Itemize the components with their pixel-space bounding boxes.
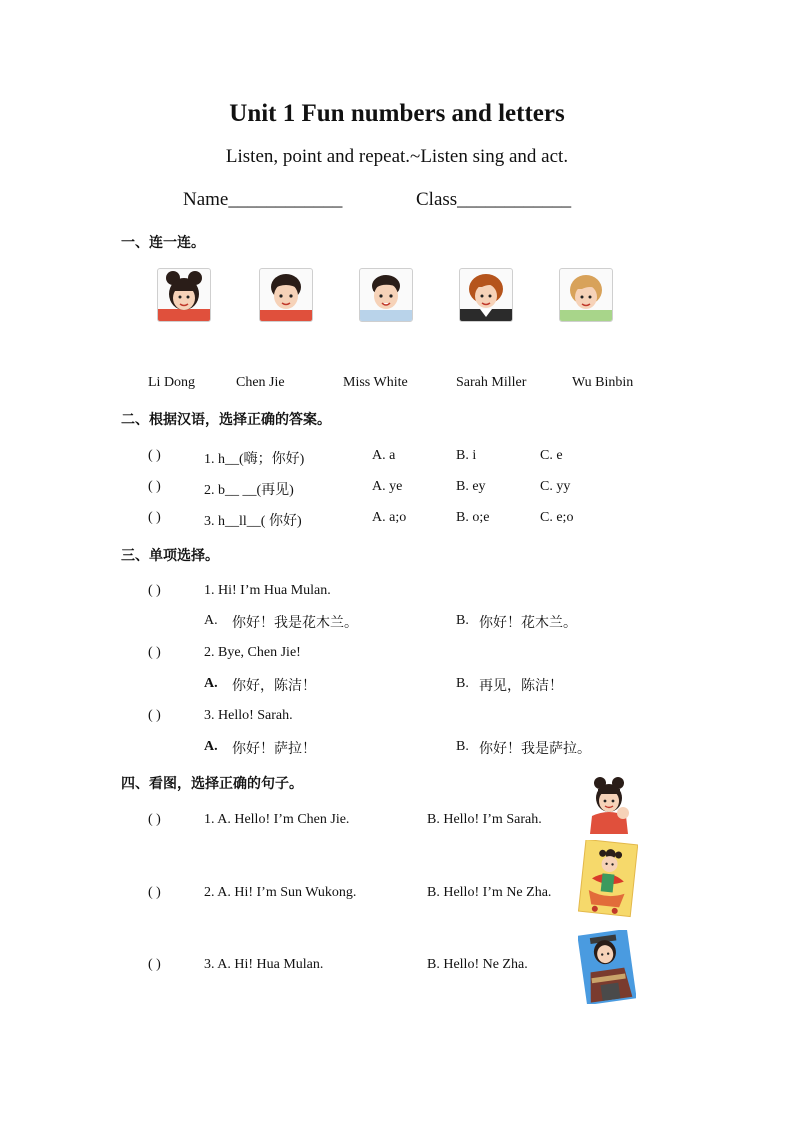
answer-blank[interactable]: ( ) (148, 708, 161, 723)
name-field-label[interactable]: Name____________ (183, 189, 343, 210)
option-c[interactable]: C. yy (540, 479, 571, 494)
section3-header: 三、单项选择。 (121, 548, 219, 564)
option-a-text[interactable]: 你好，陈洁！ (232, 678, 316, 694)
name-li-dong: Li Dong (148, 375, 196, 390)
option-b-letter[interactable]: B. (456, 739, 469, 754)
question-stem: 3. Hello! Sarah. (204, 708, 293, 723)
class-field-label[interactable]: Class____________ (416, 189, 572, 210)
option-a[interactable]: A. a;o (372, 510, 407, 525)
hua-mulan-picture (578, 930, 636, 1004)
answer-blank[interactable]: ( ) (148, 583, 161, 598)
name-wu-binbin: Wu Binbin (572, 375, 634, 390)
option-a[interactable]: A. ye (372, 479, 403, 494)
answer-blank[interactable]: ( ) (148, 957, 161, 972)
section4-header: 四、看图，选择正确的句子。 (121, 776, 303, 792)
option-b[interactable]: B. Hello! I’m Sarah. (427, 812, 542, 827)
boy-miss-white-avatar (359, 268, 413, 322)
woman-sarah-miller-avatar (459, 268, 513, 322)
option-a-text[interactable]: 你好！萨拉！ (232, 741, 316, 757)
question-stem: 2. Bye, Chen Jie! (204, 645, 301, 660)
answer-blank[interactable]: ( ) (148, 812, 161, 827)
name-miss-white: Miss White (343, 375, 408, 390)
option-a[interactable]: 1. A. Hello! I’m Chen Jie. (204, 812, 350, 827)
answer-blank[interactable]: ( ) (148, 448, 161, 463)
option-b[interactable]: B. Hello! Ne Zha. (427, 957, 528, 972)
ne-zha-picture (578, 840, 638, 918)
option-b-letter[interactable]: B. (456, 676, 469, 691)
answer-blank[interactable]: ( ) (148, 645, 161, 660)
option-a-letter[interactable]: A. (204, 676, 218, 691)
option-a-letter[interactable]: A. (204, 613, 218, 628)
question-stem: 2. b__ __(再见) (204, 483, 294, 498)
option-a[interactable]: 2. A. Hi! I’m Sun Wukong. (204, 885, 357, 900)
section1-header: 一、连一连。 (121, 235, 205, 251)
question-stem: 1. h__(嗨；你好) (204, 452, 305, 467)
option-b[interactable]: B. i (456, 448, 477, 463)
answer-blank[interactable]: ( ) (148, 479, 161, 494)
answer-blank[interactable]: ( ) (148, 885, 161, 900)
option-c[interactable]: C. e (540, 448, 563, 463)
chen-jie-picture (580, 776, 638, 834)
option-b-text[interactable]: 你好！我是萨拉。 (479, 741, 591, 757)
option-a[interactable]: 3. A. Hi! Hua Mulan. (204, 957, 324, 972)
option-b[interactable]: B. ey (456, 479, 486, 494)
option-b[interactable]: B. Hello! I’m Ne Zha. (427, 885, 552, 900)
option-c[interactable]: C. e;o (540, 510, 574, 525)
page-title: Unit 1 Fun numbers and letters (229, 100, 565, 127)
page-subtitle: Listen, point and repeat.~Listen sing and act. (225, 146, 569, 167)
option-a-letter[interactable]: A. (204, 739, 218, 754)
girl-wu-binbin-avatar (559, 268, 613, 322)
question-stem: 3. h__ll__( 你好) (204, 514, 302, 529)
section2-header: 二、根据汉语，选择正确的答案。 (121, 412, 331, 428)
question-stem: 1. Hi! I’m Hua Mulan. (204, 583, 331, 598)
option-b[interactable]: B. o;e (456, 510, 490, 525)
girl-li-dong-avatar (157, 268, 211, 322)
option-b-text[interactable]: 再见，陈洁！ (479, 678, 563, 694)
answer-blank[interactable]: ( ) (148, 510, 161, 525)
option-a[interactable]: A. a (372, 448, 396, 463)
option-b-letter[interactable]: B. (456, 613, 469, 628)
boy-chen-jie-avatar (259, 268, 313, 322)
option-b-text[interactable]: 你好！花木兰。 (479, 615, 577, 631)
name-chen-jie: Chen Jie (236, 375, 285, 390)
option-a-text[interactable]: 你好！我是花木兰。 (232, 615, 358, 631)
name-sarah-miller: Sarah Miller (456, 375, 527, 390)
